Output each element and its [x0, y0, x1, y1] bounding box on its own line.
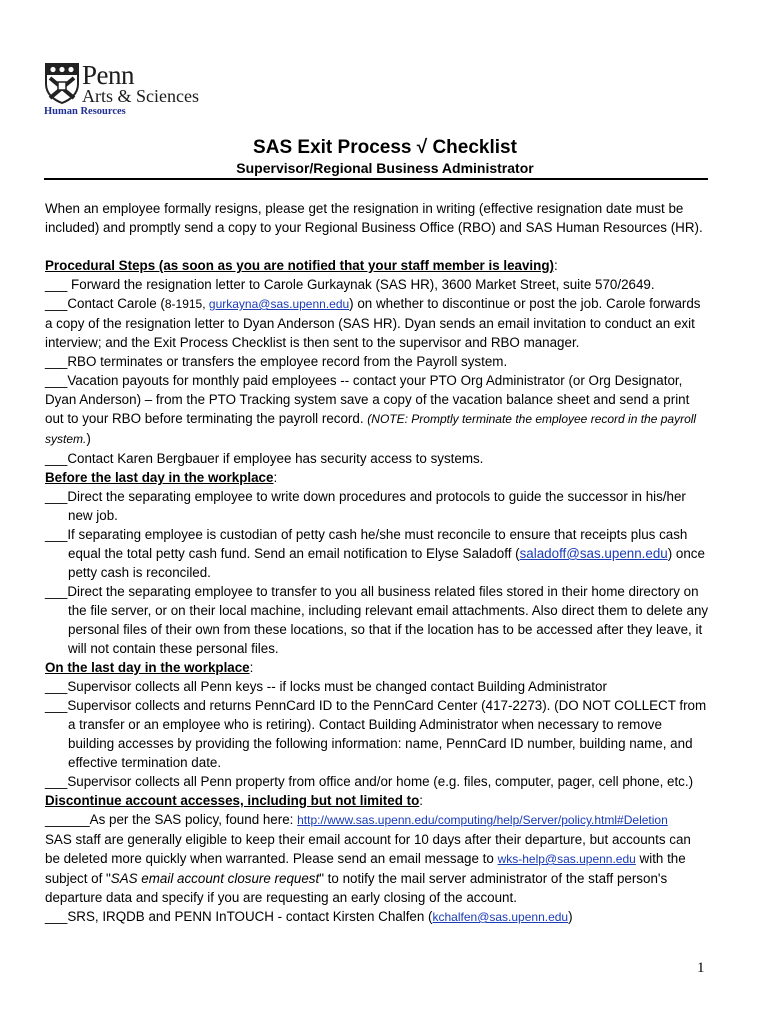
step-text: ___Vacation payouts for monthly paid employees -- contact your PTO Org Administrator (or Org Designator, Dyan Anderson) – from the PTO Tracking system save a copy of the vacation balance sheet and send a print out to your RBO before terminating the payroll record. [45, 373, 690, 426]
item-text: ) once petty cash is reconciled. [68, 546, 705, 580]
before-last-day-heading [45, 468, 709, 487]
step-text: ) on whether to discontinue or post the job. Carole forwards a copy of the resignation letter to Dyan Anderson (SAS HR). Dyan sends an email invitation to conduct an exit interview; and the Exit Process Checklist is then sent to the supervisor and RBO manager. [45, 296, 701, 350]
item-text: SAS staff are generally eligible to keep their email account for 10 days after their departure, but accounts can be deleted more quickly when warranted. Please send an email message to [45, 832, 691, 866]
on-last-day-heading [45, 658, 709, 677]
phone-number: 8-1915, [164, 297, 209, 311]
discontinue-heading [45, 791, 709, 810]
before-item-petty-cash [45, 525, 709, 582]
page-subtitle: Supervisor/Regional Business Administrator [236, 160, 534, 176]
checklist-body [45, 199, 709, 927]
before-item-transfer-files: ___Direct the separating employee to transfer to you all business related files stored in their home directory on the file server, or on their local machine, including relevant email attachments. Also direct them to delete any personal files of their own from these locations, so that if the location has to be accessed after they leave, it will not contain these personal files. [45, 584, 709, 656]
discontinue-heading-text: Discontinue account accesses, including but not limited to [45, 793, 420, 808]
before-item-procedures: ___Direct the separating employee to write down procedures and protocols to guide the successor in his/her new job. [45, 489, 686, 523]
heading-colon: : [553, 258, 558, 273]
procedural-step-security-access: ___Contact Karen Bergbauer if employee has security access to systems. [45, 451, 484, 466]
item-text: ___SRS, IRQDB and PENN InTOUCH - contact Kirsten Chalfen ( [45, 909, 433, 924]
saladoff-email-link[interactable]: saladoff@sas.upenn.edu [519, 546, 668, 561]
kchalfen-email-link[interactable]: kchalfen@sas.upenn.edu [432, 910, 569, 924]
procedural-step-contact-carole [45, 294, 709, 352]
penn-shield-icon [44, 62, 80, 104]
discontinue-item-email-policy [45, 810, 709, 907]
logo-school-text: Arts & Sciences [82, 86, 199, 106]
logo-penn-text: Penn [82, 60, 134, 90]
penn-arts-sciences-logo [44, 62, 214, 118]
on-item-keys: ___Supervisor collects all Penn keys -- if locks must be changed contact Building Administrator [45, 679, 607, 694]
gurkayna-email-link[interactable]: gurkayna@sas.upenn.edu [208, 297, 350, 311]
discontinue-item-srs [45, 907, 709, 927]
spacer [45, 237, 709, 256]
sas-policy-link[interactable]: http://www.sas.upenn.edu/computing/help/Server/policy.html#Deletion [297, 813, 668, 827]
item-text: with the subject of " [45, 851, 686, 886]
procedural-step-vacation-payouts [45, 371, 709, 449]
item-text: ) [568, 909, 573, 924]
intro-paragraph: When an employee formally resigns, please get the resignation in writing (effective resignation date must be included) and promptly send a copy to your Regional Business Office (RBO) and SAS Human Resources (HR). [45, 201, 703, 235]
wks-help-email-link[interactable]: wks-help@sas.upenn.edu [497, 852, 636, 866]
procedural-step-rbo-terminate: ___RBO terminates or transfers the employee record from the Payroll system. [45, 354, 508, 369]
item-text: ___If separating employee is custodian of petty cash he/she must reconcile to ensure that receipts plus cash equal the total petty cash fund. Send an email notification to Elyse Saladoff ( [45, 527, 688, 561]
header-rule [44, 178, 708, 180]
on-last-day-heading-text: On the last day in the workplace [45, 660, 250, 675]
note-close: ) [86, 431, 91, 446]
item-text: " to notify the mail server administrator of the staff person's departure data and specify if you are requesting an early closing of the account. [45, 871, 668, 905]
logo-department-text: Human Resources [44, 106, 126, 117]
on-item-penncard: ___Supervisor collects and returns PennCard ID to the PennCard Center (417-2273). (DO NOT COLLECT from a transfer or an employee who is retiring). Contact Building Administrator when necessary to remove building accesses by providing the following information: name, PennCard ID number, building name, and effective termination date. [45, 698, 707, 770]
before-last-day-heading-text: Before the last day in the workplace [45, 470, 274, 485]
on-item-property: ___Supervisor collects all Penn property from office and/or home (e.g. files, computer, pager, cell phone, etc.) [45, 774, 694, 789]
item-text: ______As per the SAS policy, found here: [45, 812, 298, 827]
heading-colon: : [273, 470, 278, 485]
page-title: SAS Exit Process √ Checklist [253, 137, 517, 158]
email-subject: SAS email account closure request [110, 871, 320, 886]
payroll-note: (NOTE: Promptly terminate the employee record in the payroll system. [45, 412, 697, 446]
procedural-step-forward-letter: ___ Forward the resignation letter to Carole Gurkaynak (SAS HR), 3600 Market Street, suite 570/2649. [45, 277, 655, 292]
page-number: 1 [697, 960, 705, 976]
procedural-heading-text: Procedural Steps (as soon as you are notified that your staff member is leaving) [45, 258, 554, 273]
heading-colon: : [419, 793, 423, 808]
procedural-heading [45, 256, 709, 275]
heading-colon: : [249, 660, 254, 675]
step-text: ___Contact Carole ( [45, 296, 165, 311]
